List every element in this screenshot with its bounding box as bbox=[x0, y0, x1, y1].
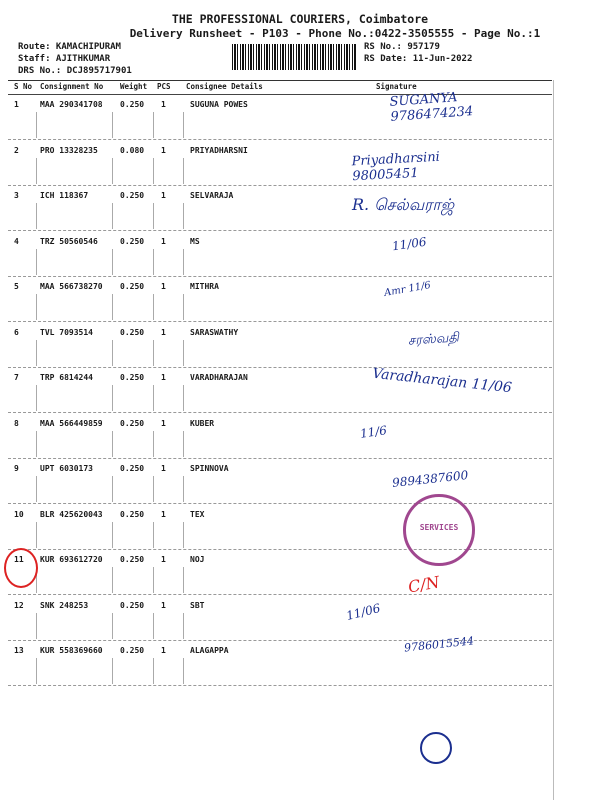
page-edge bbox=[553, 80, 554, 800]
row-consignment-no: MAA 566449859 bbox=[40, 418, 103, 428]
row-weight: 0.250 bbox=[120, 646, 145, 655]
row-pcs: 1 bbox=[161, 464, 166, 473]
row-consignee: MS bbox=[190, 236, 200, 246]
row-consignment-no: ICH 118367 bbox=[40, 191, 89, 200]
row-separator bbox=[8, 458, 552, 459]
row-sno: 10 bbox=[14, 509, 24, 519]
row-column-tick bbox=[183, 567, 184, 593]
row-sno: 4 bbox=[14, 236, 19, 246]
col-header-consignee: Consignee Details bbox=[186, 82, 263, 91]
row-weight: 0.080 bbox=[120, 145, 145, 155]
row-pcs: 1 bbox=[161, 236, 166, 246]
row-consignment-no: SNK 248253 bbox=[40, 600, 89, 610]
row-weight: 0.250 bbox=[120, 418, 145, 428]
row-sno: 13 bbox=[14, 646, 24, 655]
row-signature: SUGANYA 9786474234 bbox=[389, 90, 474, 125]
row-column-tick bbox=[153, 340, 154, 366]
row-weight: 0.250 bbox=[120, 373, 145, 382]
row-sno: 7 bbox=[14, 373, 19, 382]
stamp-text: SERVICES bbox=[419, 523, 459, 532]
row-pcs: 1 bbox=[161, 100, 166, 109]
row-sno: 8 bbox=[14, 418, 19, 428]
row-consignee: TEX bbox=[190, 509, 205, 519]
runsheet-table bbox=[8, 80, 552, 801]
row-consignee: SPINNOVA bbox=[190, 464, 229, 473]
row-column-tick bbox=[36, 385, 37, 411]
page-title: THE PROFESSIONAL COURIERS, Coimbatore bbox=[171, 12, 429, 26]
row-consignment-no: MAA 290341708 bbox=[40, 100, 103, 109]
row-sno: 11 bbox=[14, 555, 24, 564]
row-consignment-no: PRO 13328235 bbox=[40, 145, 98, 155]
row-weight: 0.250 bbox=[120, 282, 145, 291]
row-column-tick bbox=[153, 112, 154, 138]
col-header-pcs: PCS bbox=[157, 82, 171, 91]
row-consignment-no: KUR 558369660 bbox=[40, 646, 103, 655]
col-header-signature: Signature bbox=[376, 82, 417, 91]
row-weight: 0.250 bbox=[120, 100, 145, 109]
row-sno: 1 bbox=[14, 100, 19, 109]
row-column-tick bbox=[36, 613, 37, 639]
row-column-tick bbox=[153, 249, 154, 275]
row-consignment-no: KUR 693612720 bbox=[40, 555, 103, 564]
row-weight: 0.250 bbox=[120, 464, 145, 473]
row-column-tick bbox=[112, 249, 113, 275]
row-pcs: 1 bbox=[161, 327, 166, 337]
row-pcs: 1 bbox=[161, 555, 166, 564]
row-sno: 2 bbox=[14, 145, 19, 155]
row-separator bbox=[8, 503, 552, 504]
row-column-tick bbox=[183, 522, 184, 548]
row-column-tick bbox=[153, 203, 154, 229]
row-column-tick bbox=[153, 385, 154, 411]
ink-circle-mark bbox=[420, 732, 452, 764]
rs-number: RS No.: 957179 bbox=[364, 42, 440, 52]
red-mark-circle bbox=[4, 548, 38, 588]
row-column-tick bbox=[112, 340, 113, 366]
row-separator bbox=[8, 230, 552, 231]
row-column-tick bbox=[36, 658, 37, 684]
row-pcs: 1 bbox=[161, 646, 166, 655]
row-consignment-no: UPT 6030173 bbox=[40, 464, 93, 473]
col-header-consignment: Consignment No bbox=[40, 82, 104, 91]
row-sno: 6 bbox=[14, 327, 19, 337]
row-column-tick bbox=[112, 385, 113, 411]
row-weight: 0.250 bbox=[120, 327, 145, 337]
row-signature: 9894387600 bbox=[391, 468, 469, 490]
row-signature: Varadharajan 11/06 bbox=[371, 365, 513, 397]
row-separator bbox=[8, 549, 552, 550]
col-header-weight: Weight bbox=[120, 82, 148, 91]
row-column-tick bbox=[153, 567, 154, 593]
row-consignee: KUBER bbox=[190, 418, 215, 428]
row-column-tick bbox=[36, 158, 37, 184]
row-signature: 9786015544 bbox=[403, 634, 475, 655]
row-separator bbox=[8, 276, 552, 277]
row-sno: 3 bbox=[14, 191, 19, 200]
company-stamp bbox=[403, 494, 475, 566]
row-column-tick bbox=[153, 294, 154, 320]
row-separator bbox=[8, 185, 552, 186]
row-consignee: MITHRA bbox=[190, 282, 219, 291]
row-column-tick bbox=[36, 203, 37, 229]
row-consignee: NOJ bbox=[190, 555, 205, 564]
row-column-tick bbox=[153, 522, 154, 548]
rs-date: RS Date: 11-Jun-2022 bbox=[364, 54, 473, 64]
row-column-tick bbox=[183, 385, 184, 411]
row-column-tick bbox=[153, 476, 154, 502]
row-consignee: SBT bbox=[190, 600, 205, 610]
row-consignee: PRIYADHARSNI bbox=[190, 145, 248, 155]
row-column-tick bbox=[112, 567, 113, 593]
row-weight: 0.250 bbox=[120, 509, 145, 519]
row-column-tick bbox=[183, 203, 184, 229]
row-signature: Priyadharsini 98005451 bbox=[351, 149, 441, 184]
row-pcs: 1 bbox=[161, 191, 166, 200]
row-consignment-no: BLR 425620043 bbox=[40, 509, 103, 519]
row-column-tick bbox=[183, 431, 184, 457]
row-column-tick bbox=[112, 522, 113, 548]
row-column-tick bbox=[112, 294, 113, 320]
col-header-sno: S No bbox=[14, 82, 33, 91]
row-consignee: SARASWATHY bbox=[190, 327, 239, 337]
row-sno: 12 bbox=[14, 600, 24, 610]
row-consignee: VARADHARAJAN bbox=[190, 373, 248, 382]
row-consignment-no: MAA 566738270 bbox=[40, 282, 103, 291]
row-column-tick bbox=[112, 112, 113, 138]
row-separator bbox=[8, 367, 552, 368]
row-column-tick bbox=[153, 658, 154, 684]
row-signature: 11/06 bbox=[391, 234, 428, 253]
drs-label: DRS No.: DCJ895717901 bbox=[18, 66, 132, 76]
row-signature: Amr 11/6 bbox=[383, 279, 432, 300]
row-consignment-no: TRZ 50560546 bbox=[40, 236, 98, 246]
row-column-tick bbox=[153, 431, 154, 457]
row-column-tick bbox=[112, 658, 113, 684]
row-column-tick bbox=[36, 112, 37, 138]
row-pcs: 1 bbox=[161, 373, 166, 382]
row-column-tick bbox=[36, 476, 37, 502]
row-consignee: SUGUNA POWES bbox=[190, 100, 248, 109]
row-separator bbox=[8, 321, 552, 322]
staff-label: Staff: AJITHKUMAR bbox=[18, 54, 111, 64]
row-column-tick bbox=[183, 158, 184, 184]
row-consignee: SELVARAJA bbox=[190, 191, 234, 200]
row-consignment-no: TVL 7093514 bbox=[40, 327, 93, 337]
row-column-tick bbox=[112, 158, 113, 184]
row-column-tick bbox=[112, 476, 113, 502]
row-consignee: ALAGAPPA bbox=[190, 646, 229, 655]
row-pcs: 1 bbox=[161, 600, 166, 610]
row-signature: R. செல்வராஜ் bbox=[352, 195, 455, 214]
row-signature: சரஸ்வதி bbox=[407, 329, 460, 349]
runsheet-subtitle: Delivery Runsheet - P103 - Phone No.:0422-3505555 - Page No.:1 bbox=[129, 27, 541, 40]
row-weight: 0.250 bbox=[120, 191, 145, 200]
row-column-tick bbox=[183, 294, 184, 320]
row-pcs: 1 bbox=[161, 418, 166, 428]
row-column-tick bbox=[36, 294, 37, 320]
row-column-tick bbox=[112, 613, 113, 639]
row-signature: 11/06 bbox=[344, 600, 382, 623]
row-column-tick bbox=[183, 613, 184, 639]
row-pcs: 1 bbox=[161, 282, 166, 291]
row-pcs: 1 bbox=[161, 145, 166, 155]
row-separator bbox=[8, 139, 552, 140]
row-column-tick bbox=[112, 431, 113, 457]
route-label: Route: KAMACHIPURAM bbox=[18, 42, 121, 52]
row-column-tick bbox=[153, 613, 154, 639]
row-separator bbox=[8, 685, 552, 686]
row-column-tick bbox=[112, 203, 113, 229]
row-column-tick bbox=[183, 476, 184, 502]
row-signature: 11/6 bbox=[359, 422, 388, 441]
row-weight: 0.250 bbox=[120, 236, 145, 246]
row-separator bbox=[8, 412, 552, 413]
barcode bbox=[232, 44, 356, 70]
row-signature: C/N bbox=[406, 572, 442, 597]
row-column-tick bbox=[153, 158, 154, 184]
row-sno: 5 bbox=[14, 282, 19, 291]
row-column-tick bbox=[36, 340, 37, 366]
row-weight: 0.250 bbox=[120, 555, 145, 564]
row-consignment-no: TRP 6814244 bbox=[40, 373, 93, 382]
row-column-tick bbox=[183, 249, 184, 275]
row-sno: 9 bbox=[14, 464, 19, 473]
row-weight: 0.250 bbox=[120, 600, 145, 610]
row-column-tick bbox=[183, 112, 184, 138]
row-column-tick bbox=[183, 658, 184, 684]
row-column-tick bbox=[36, 431, 37, 457]
row-pcs: 1 bbox=[161, 509, 166, 519]
row-column-tick bbox=[183, 340, 184, 366]
row-column-tick bbox=[36, 249, 37, 275]
row-column-tick bbox=[36, 522, 37, 548]
row-separator bbox=[8, 594, 552, 595]
